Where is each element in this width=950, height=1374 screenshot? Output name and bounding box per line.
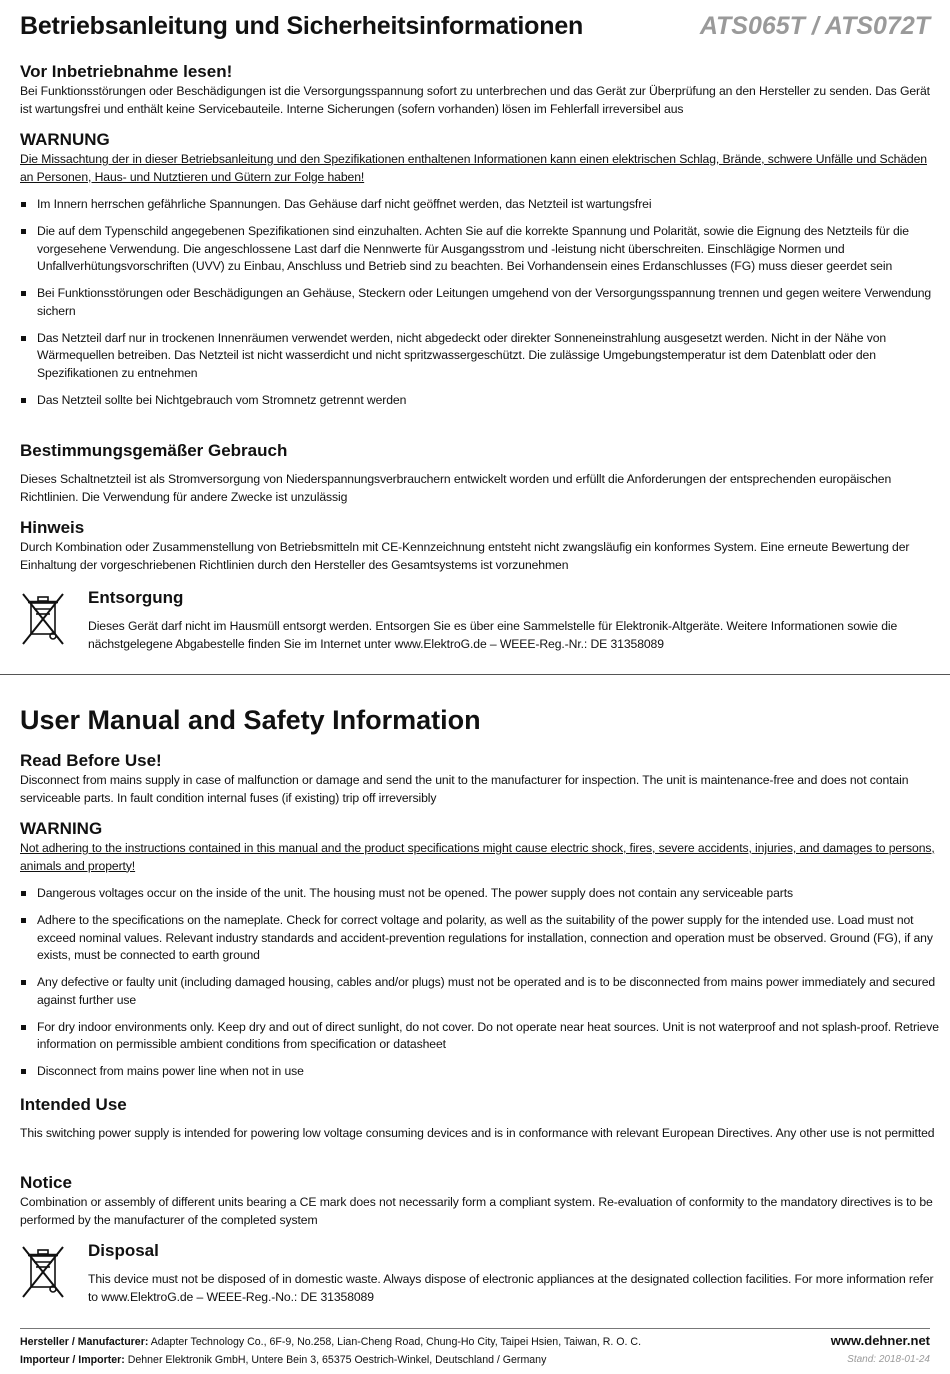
list-item-text: Adhere to the specifications on the nameplate. Check for correct voltage and polarity, as well as the suitability of the power supply for the intended use. Load must not exceed nominal values. Relevant industry standards and accident-prevention regulations for installation, connection and operation must be observed. Ground (FG), if any exists, must be connected to earth ground: [37, 913, 933, 962]
crossed-out-wheelie-bin-icon: [20, 590, 66, 648]
de-disposal-text: Dieses Gerät darf nicht im Hausmüll entsorgt werden. Entsorgen Sie es über eine Sammelstelle für Elektronik-Altgeräte. Weitere Informationen sowie die nächstgelegene Abgabestelle finden Sie im Internet unter www.ElektroG.de – WEEE-Reg.-Nr.: DE 31358089: [88, 619, 898, 651]
list-item-text: For dry indoor environments only. Keep dry and out of direct sunlight, do not cover. Do not operate near heat sources. Unit is not waterproof and not splash-proof. Retrieve information on permissible ambient conditions from specification or datasheet: [37, 1019, 939, 1051]
importer-value: Dehner Elektronik GmbH, Untere Bein 3, 65375 Oestrich-Winkel, Deutschland / Germany: [127, 1354, 547, 1366]
en-disposal-body: [88, 1241, 942, 1306]
manufacturer-value: Adapter Technology Co., 6F-9, No.258, Lian-Cheng Road, Chung-Ho City, Taipei Hsien, Taiwan, R. O. C.: [150, 1336, 642, 1348]
revision-date: Stand: 2018-01-24: [847, 1354, 930, 1365]
en-read-before-text: Disconnect from mains supply in case of malfunction or damage and send the unit to the manufacturer for inspection. The unit is maintenance-free and does not contain serviceable parts. In fault condition internal fuses (if existing) trip off irreversibly: [20, 773, 909, 805]
en-read-before-heading: Read Before Use!: [20, 751, 162, 770]
en-disposal-text: This device must not be disposed of in domestic waste. Always dispose of electronic appliances at the designated collection facilities. For more information refer to www.ElektroG.de – WEEE-Reg.-No.: DE 31358089: [88, 1272, 934, 1304]
list-item-text: Die auf dem Typenschild angegebenen Spezifikationen sind einzuhalten. Achten Sie auf die korrekte Spannung und Polarität, sowie die Eignung des Netzteils für die vorgesehene Verwendung. Die angeschlossene Last darf die Nennwerte für Ausgangsstrom und -leistung nicht überschreiten. Einschlägige Normen und Unfallverhütungsvorschriften (UVV) zu Einbau, Anschluss und Betrieb sind zu beachten. Bei Vorhandensein eines Erdanschlusses (FG) muss dieser geerdet sein: [37, 224, 909, 273]
en-intended-use-heading: Intended Use: [20, 1095, 127, 1114]
section-divider: [0, 674, 950, 675]
bullet-icon: [21, 229, 26, 234]
bullet-icon: [21, 980, 26, 985]
footer-divider: [20, 1328, 930, 1329]
en-intended-use-section: [20, 1095, 942, 1143]
de-notice-section: [20, 518, 942, 574]
list-item: [20, 392, 942, 410]
list-item: [20, 1019, 942, 1054]
de-read-before-text: Bei Funktionsstörungen oder Beschädigungen ist die Versorgungsspannung sofort zu unterbrechen und das Gerät zur Überprüfung an den Hersteller zu senden. Das Gerät ist wartungsfrei und enthält keine Servicebauteile. Interne Sicherungen (sofern vorhanden) lösen im Fehlerfall irreversibel aus: [20, 84, 930, 116]
de-intended-use-section: [20, 441, 942, 506]
header: [20, 12, 930, 46]
list-item-text: Im Innern herrschen gefährliche Spannungen. Das Gehäuse darf nicht geöffnet werden, das Netzteil ist wartungsfrei: [37, 197, 652, 211]
page-title-en: User Manual and Safety Information: [20, 705, 481, 735]
en-warning-heading: WARNING: [20, 819, 103, 838]
page-title-de: Betriebsanleitung und Sicherheitsinformationen: [20, 12, 584, 40]
list-item-text: Das Netzteil sollte bei Nichtgebrauch vom Stromnetz getrennt werden: [37, 392, 407, 407]
de-disposal-section: [20, 588, 942, 654]
list-item: [20, 1063, 942, 1081]
en-notice-section: [20, 1173, 942, 1229]
bullet-icon: [21, 291, 26, 296]
bullet-icon: [21, 1025, 26, 1030]
bullet-icon: [21, 202, 26, 207]
de-disposal-body: [88, 588, 942, 653]
bullet-icon: [21, 336, 26, 341]
de-warning-list: [20, 196, 942, 409]
crossed-out-wheelie-bin-icon: [20, 1243, 66, 1301]
de-warning-heading: WARNUNG: [20, 130, 110, 149]
en-warning-list: [20, 885, 942, 1081]
bullet-icon: [21, 1069, 26, 1074]
list-item-text: Das Netzteil darf nur in trockenen Innenräumen verwendet werden, nicht abgedeckt oder direkter Sonneneinstrahlung ausgesetzt werden. Nicht in der Nähe von Wärmequellen betreiben. Das Netzteil ist nicht wasserdicht und nicht spritzwassergeschützt. Die zulässige Umgebungstemperatur ist dem Datenblatt oder den Spezifikationen zu entnehmen: [37, 330, 887, 380]
list-item: [20, 285, 942, 320]
de-warning-text: Die Missachtung der in dieser Betriebsanleitung und den Spezifikationen enthaltenen Informationen kann einen elektrischen Schlag, Brände, schwere Unfälle und Schäden an Personen, Haus- und Nutztieren und Gütern zur Folge haben!: [20, 152, 927, 184]
footer-right: [831, 1331, 930, 1369]
de-read-before-heading: Vor Inbetriebnahme lesen!: [20, 62, 233, 81]
de-warning-section: [20, 130, 942, 419]
website-link[interactable]: www.dehner.net: [830, 1333, 930, 1348]
list-item: [20, 974, 942, 1009]
list-item: [20, 912, 942, 965]
en-warning-text: Not adhering to the instructions contained in this manual and the product specifications might cause electric shock, fires, severe accidents, injuries, and damages to persons, animals and property!: [20, 841, 935, 873]
manufacturer-line: [20, 1333, 930, 1351]
en-notice-text: Combination or assembly of different units bearing a CE mark does not necessarily form a compliant system. Re-evaluation of conformity to the mandatory directives is to be performed by the manufacturer of the completed system: [20, 1195, 933, 1227]
en-disposal-section: [20, 1241, 942, 1307]
list-item: [20, 223, 942, 276]
list-item-text: Any defective or faulty unit (including damaged housing, cables and/or plugs) must not be operated and is to be disconnected from mains power immediately and secured against further use: [37, 975, 936, 1007]
list-item: [20, 885, 942, 903]
list-item-text: Bei Funktionsstörungen oder Beschädigungen an Gehäuse, Steckern oder Leitungen umgehend von der Versorgungsspannung trennen und gegen weitere Verwendung sichern: [37, 286, 932, 318]
footer: [20, 1333, 930, 1369]
en-read-before-section: [20, 751, 942, 807]
list-item-text: Disconnect from mains power line when not in use: [37, 1064, 304, 1078]
de-disposal-heading: Entsorgung: [88, 588, 184, 607]
de-notice-heading: Hinweis: [20, 518, 85, 537]
bullet-icon: [21, 918, 26, 923]
importer-line: [20, 1351, 930, 1369]
bullet-icon: [21, 398, 26, 403]
de-intended-use-heading: Bestimmungsgemäßer Gebrauch: [20, 441, 288, 460]
list-item: [20, 196, 942, 214]
manufacturer-label: Hersteller / Manufacturer:: [20, 1336, 149, 1348]
de-read-before-section: [20, 62, 942, 118]
list-item: [20, 330, 942, 383]
en-warning-section: [20, 819, 942, 1090]
en-disposal-heading: Disposal: [88, 1241, 159, 1260]
bullet-icon: [21, 891, 26, 896]
en-notice-heading: Notice: [20, 1173, 72, 1192]
model-numbers: ATS065T / ATS072T: [699, 12, 930, 40]
importer-label: Importeur / Importer:: [20, 1354, 125, 1366]
list-item-text: Dangerous voltages occur on the inside of the unit. The housing must not be opened. The power supply does not contain any serviceable parts: [37, 886, 793, 900]
de-intended-use-text: Dieses Schaltnetzteil ist als Stromversorgung von Niederspannungsverbrauchern entwickelt worden und erfüllt die Anforderungen der entsprechenden europäischen Richtlinien. Die Verwendung für andere Zwecke ist unzulässig: [20, 472, 892, 504]
de-notice-text: Durch Kombination oder Zusammenstellung von Betriebsmitteln mit CE-Kennzeichnung entsteht nicht zwangsläufig ein konformes System. Eine erneute Bewertung der Einhaltung der vorgeschriebenen Richtlinien durch den Hersteller des Gesamtsystems ist vorzunehmen: [20, 540, 910, 572]
en-intended-use-text: This switching power supply is intended for powering low voltage consuming devices and is in conformance with relevant European Directives. Any other use is not permitted: [20, 1126, 935, 1140]
